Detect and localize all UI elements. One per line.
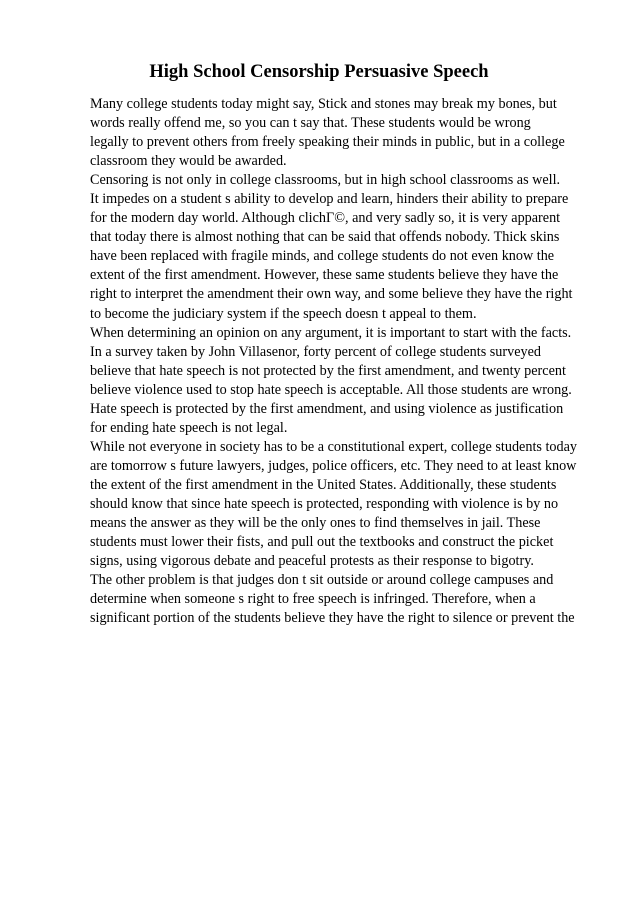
- text-line: that today there is almost nothing that can be said that offends nobody. Thick skins: [90, 229, 560, 246]
- text-line: significant portion of the students believe they have the right to silence or prevent the: [90, 610, 575, 627]
- text-line: In a survey taken by John Villasenor, forty percent of college students surveyed: [90, 343, 542, 360]
- text-line: have been replaced with fragile minds, and college students do not even know the: [90, 248, 555, 265]
- text-line: determine when someone s right to free speech is infringed. Therefore, when a: [90, 591, 536, 608]
- text-line: for ending hate speech is not legal.: [90, 419, 288, 436]
- text-line: means the answer as they will be the only ones to find themselves in jail. These: [90, 515, 541, 532]
- text-line: right to interpret the amendment their own way, and some believe they have the right: [90, 286, 573, 303]
- text-line: to become the judiciary system if the speech doesn t appeal to them.: [90, 305, 477, 322]
- text-line: words really offend me, so you can t say that. These students would be wrong: [90, 115, 531, 132]
- text-line: for the modern day world. Although clichГ©, and very sadly so, it is very apparent: [90, 210, 561, 227]
- text-line: When determining an opinion on any argument, it is important to start with the facts.: [90, 324, 572, 341]
- text-line: Hate speech is protected by the first amendment, and using violence as justification: [90, 400, 564, 417]
- text-line: believe that hate speech is not protected by the first amendment, and twenty percent: [90, 362, 566, 379]
- text-line: Censoring is not only in college classrooms, but in high school classrooms as well.: [90, 172, 561, 189]
- text-line: The other problem is that judges don t sit outside or around college campuses and: [90, 572, 554, 589]
- text-line: It impedes on a student s ability to develop and learn, hinders their ability to prepare: [90, 191, 569, 208]
- text-line: believe violence used to stop hate speech is acceptable. All those students are wrong.: [90, 381, 572, 398]
- text-line: the extent of the first amendment in the United States. Additionally, these students: [90, 476, 557, 493]
- text-line: Many college students today might say, Stick and stones may break my bones, but: [90, 96, 557, 112]
- document-body: [90, 95, 600, 628]
- text-line: signs, using vigorous debate and peaceful protests as their response to bigotry.: [90, 553, 534, 570]
- text-line: While not everyone in society has to be a constitutional expert, college students today: [90, 438, 577, 455]
- text-line: should know that since hate speech is protected, responding with violence is by no: [90, 495, 559, 512]
- text-line: legally to prevent others from freely speaking their minds in public, but in a college: [90, 134, 565, 151]
- document-title: High School Censorship Persuasive Speech: [149, 62, 489, 82]
- text-line: are tomorrow s future lawyers, judges, police officers, etc. They need to at least know: [90, 457, 577, 474]
- text-line: students must lower their fists, and pull out the textbooks and construct the picket: [90, 534, 554, 551]
- text-line: extent of the first amendment. However, these same students believe they have the: [90, 267, 559, 284]
- text-line: classroom they would be awarded.: [90, 153, 287, 170]
